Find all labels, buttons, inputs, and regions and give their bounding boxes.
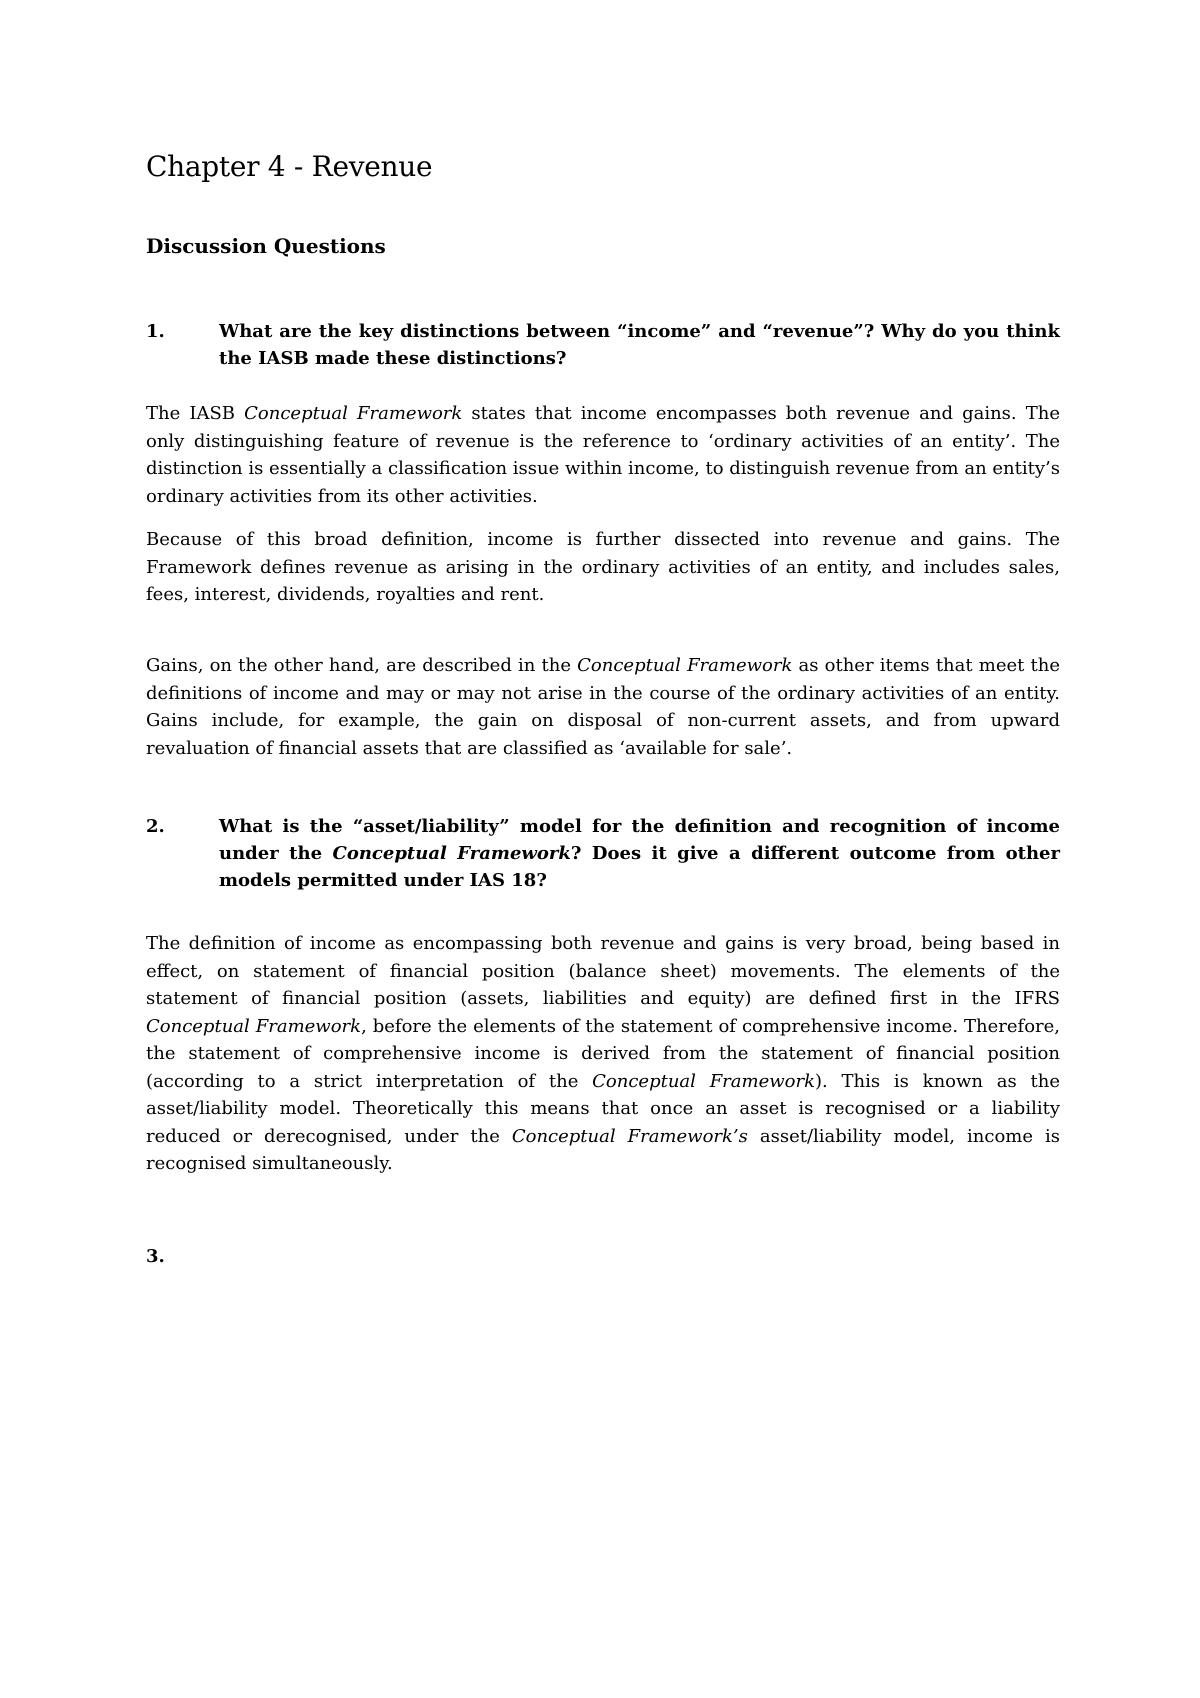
question-number: 1. xyxy=(146,321,165,342)
section-title: Discussion Questions xyxy=(146,234,386,258)
answer-paragraph: The definition of income as encompassing both revenue and gains is very broad, being based in effect, on statement of financial position (balance sheet) movements. The elements of the statement of financial position (assets, liabilities and equity) are defined first in the IFRS Conceptual Framework, before the elements of the statement of comprehensive income. Therefore, the statement of comprehensive income is derived from the statement of financial position (according to a strict interpretation of the Conceptual Framework). This is known as the asset/liability model. Theoretically this means that once an asset is recognised or a liability reduced or derecognised, under the Conceptual Framework’s asset/liability model, income is recognised simultaneously. xyxy=(146,933,1061,1174)
question-1 xyxy=(146,318,1060,372)
question-text: What are the key distinctions between “income” and “revenue”? Why do you think the IASB made these distinctions? xyxy=(219,321,1060,369)
answer-paragraph: The IASB Conceptual Framework states that income encompasses both revenue and gains. The only distinguishing feature of revenue is the reference to ‘ordinary activities of an entity’. The distinction is essentially a classification issue within income, to distinguish revenue from an entity’s ordinary activities from its other activities. xyxy=(146,403,1060,507)
answer-paragraph: Gains, on the other hand, are described in the Conceptual Framework as other items that meet the definitions of income and may or may not arise in the course of the ordinary activities of an entity. Gains include, for example, the gain on disposal of non-current assets, and from upward revaluation of financial assets that are classified as ‘available for sale’. xyxy=(146,655,1060,759)
question-2 xyxy=(146,813,1060,894)
question-text: What is the “asset/liability” model for the definition and recognition of income under the Conceptual Framework? Does it give a different outcome from other models permitted under IAS 18? xyxy=(219,816,1060,891)
chapter-title: Chapter 4 - Revenue xyxy=(146,150,433,183)
answer-paragraph: Because of this broad definition, income is further dissected into revenue and gains. The Framework defines revenue as arising in the ordinary activities of an entity, and includes sales, fees, interest, dividends, royalties and rent. xyxy=(146,529,1060,605)
question-number: 2. xyxy=(146,816,165,837)
question-number: 3. xyxy=(146,1246,165,1267)
document-page xyxy=(146,150,1061,1267)
